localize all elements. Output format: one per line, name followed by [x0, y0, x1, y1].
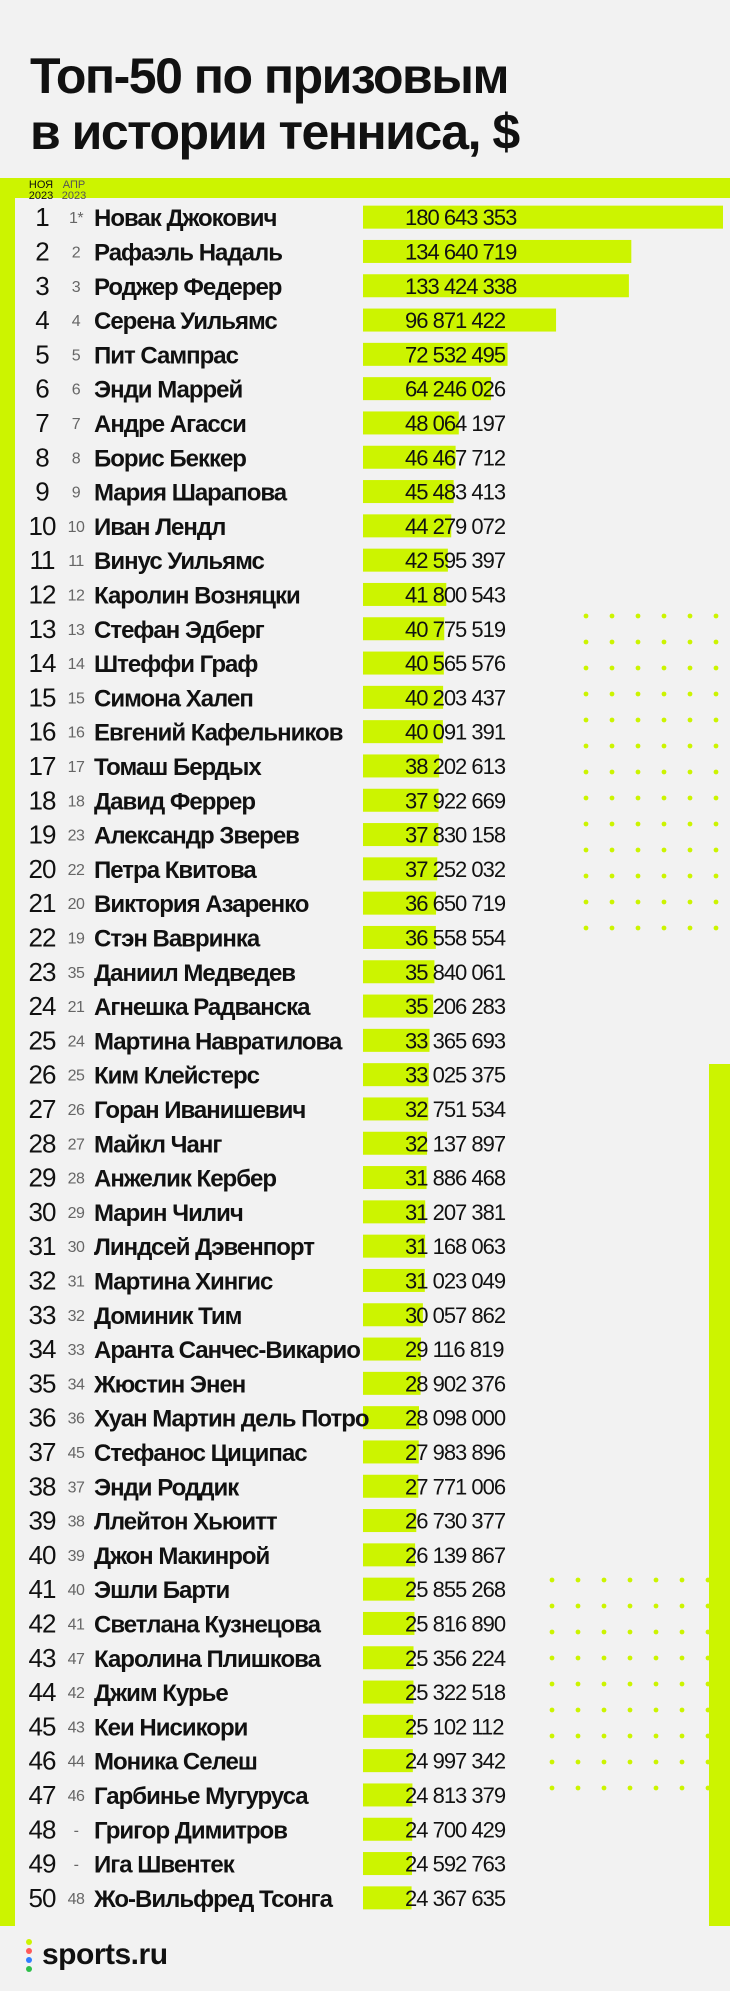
player-name: Агнешка Радванска — [94, 994, 310, 1022]
rank-label: 42 — [28, 1608, 56, 1639]
player-name: Ллейтон Хьюитт — [94, 1508, 277, 1536]
previous-rank-label: 16 — [67, 724, 85, 742]
prize-value-label: 28 902 376 — [405, 1371, 506, 1397]
prize-value-label: 64 246 026 — [405, 376, 506, 402]
prize-value-label: 40 565 576 — [405, 651, 506, 677]
player-name: Доминик Тим — [94, 1302, 242, 1330]
previous-rank-label: 12 — [67, 587, 85, 605]
prize-value-label: 25 855 268 — [405, 1577, 506, 1603]
prize-value-label: 96 871 422 — [405, 308, 506, 334]
rank-label: 11 — [29, 545, 55, 576]
rank-label: 45 — [28, 1711, 56, 1742]
player-name: Давид Феррер — [94, 788, 256, 816]
prize-value-label: 36 650 719 — [405, 891, 506, 917]
rank-label: 28 — [28, 1128, 56, 1159]
previous-rank-label: 2 — [71, 244, 81, 262]
prize-value-label: 28 098 000 — [405, 1405, 506, 1431]
rank-label: 49 — [28, 1848, 56, 1879]
rank-label: 12 — [28, 579, 56, 610]
prize-value-label: 31 207 381 — [405, 1199, 506, 1225]
prize-value-label: 35 206 283 — [405, 994, 506, 1020]
rank-label: 26 — [28, 1059, 56, 1090]
prize-value-label: 134 640 719 — [405, 239, 517, 265]
player-name: Мартина Хингис — [94, 1268, 273, 1296]
prize-value-label: 25 816 890 — [405, 1611, 506, 1637]
previous-rank-label: 25 — [67, 1067, 85, 1085]
player-name: Томаш Бердых — [94, 753, 261, 781]
rank-label: 16 — [28, 716, 56, 747]
rank-label: 23 — [28, 956, 56, 987]
rank-label: 32 — [28, 1265, 56, 1296]
previous-rank-label: 39 — [67, 1547, 85, 1565]
prize-value-label: 40 203 437 — [405, 685, 506, 711]
player-name: Джон Макинрой — [94, 1542, 270, 1570]
player-name: Гарбинье Мугуруса — [94, 1782, 308, 1810]
prize-value-label: 180 643 353 — [405, 205, 517, 231]
rank-label: 27 — [28, 1093, 56, 1124]
rank-label: 5 — [35, 339, 49, 370]
rank-label: 15 — [28, 682, 56, 713]
rank-label: 20 — [28, 853, 56, 884]
prize-value-label: 25 356 224 — [405, 1645, 506, 1671]
player-name: Аранта Санчес-Викарио — [94, 1337, 360, 1365]
prize-value-label: 133 424 338 — [405, 273, 517, 299]
prize-value-label: 41 800 543 — [405, 582, 506, 608]
rank-label: 13 — [28, 613, 56, 644]
previous-rank-label: 34 — [67, 1376, 85, 1394]
previous-rank-label: 35 — [67, 964, 85, 982]
prize-value-label: 25 102 112 — [405, 1714, 504, 1740]
player-name: Жюстин Энен — [94, 1371, 246, 1399]
previous-rank-label: 43 — [67, 1719, 85, 1737]
rank-label: 29 — [28, 1162, 56, 1193]
column-header-current-month: НОЯ — [28, 179, 54, 191]
prize-value-label: 24 367 635 — [405, 1885, 506, 1911]
column-header-previous-month: АПР — [62, 179, 86, 191]
player-name: Майкл Чанг — [94, 1131, 222, 1159]
previous-rank-label: 27 — [67, 1136, 85, 1154]
player-name: Иван Лендл — [94, 513, 226, 541]
player-name: Энди Роддик — [94, 1474, 239, 1502]
previous-rank-label: 29 — [67, 1204, 85, 1222]
previous-rank-label: 48 — [67, 1890, 85, 1908]
rank-label: 39 — [28, 1505, 56, 1536]
prize-value-label: 40 091 391 — [405, 719, 506, 745]
rank-label: 21 — [28, 888, 56, 919]
logo-dots-icon — [24, 1938, 34, 1972]
rank-label: 36 — [28, 1402, 56, 1433]
player-name: Евгений Кафельников — [94, 719, 343, 747]
previous-rank-label: - — [73, 1822, 79, 1840]
previous-rank-label: 19 — [67, 930, 85, 948]
rank-label: 25 — [28, 1025, 56, 1056]
rank-label: 7 — [35, 407, 49, 438]
player-name: Энди Маррей — [94, 376, 243, 404]
prize-value-label: 30 057 862 — [405, 1302, 506, 1328]
previous-rank-label: 7 — [71, 415, 81, 433]
previous-rank-label: - — [73, 1856, 79, 1874]
previous-rank-label: 1* — [68, 210, 84, 228]
prize-value-label: 44 279 072 — [405, 513, 506, 539]
prize-value-label: 31 023 049 — [405, 1268, 506, 1294]
player-name: Петра Квитова — [94, 856, 256, 884]
rank-label: 24 — [28, 991, 56, 1022]
player-name: Моника Селеш — [94, 1748, 257, 1776]
previous-rank-label: 31 — [67, 1273, 85, 1291]
player-name: Григор Димитров — [94, 1817, 287, 1845]
player-name: Ким Клейстерс — [94, 1062, 259, 1090]
rank-label: 19 — [28, 819, 56, 850]
player-name: Жо-Вильфред Тсонга — [94, 1885, 333, 1913]
player-name: Светлана Кузнецова — [94, 1611, 320, 1639]
prize-value-label: 37 922 669 — [405, 788, 506, 814]
prize-value-label: 32 137 897 — [405, 1131, 506, 1157]
rank-label: 31 — [28, 1231, 56, 1262]
previous-rank-label: 6 — [71, 381, 81, 399]
prize-value-label: 33 365 693 — [405, 1028, 506, 1054]
player-name: Рафаэль Надаль — [94, 239, 282, 267]
previous-rank-label: 40 — [67, 1582, 85, 1600]
prize-value-label: 38 202 613 — [405, 753, 506, 779]
player-name: Горан Иванишевич — [94, 1096, 306, 1124]
page-title-line-1: Топ-50 по призовым — [30, 48, 508, 104]
prize-value-label: 72 532 495 — [405, 342, 506, 368]
previous-rank-label: 22 — [67, 861, 85, 879]
prize-value-label: 27 983 896 — [405, 1439, 506, 1465]
player-name: Стефан Эдберг — [94, 616, 264, 644]
previous-rank-label: 47 — [67, 1650, 85, 1668]
rank-label: 6 — [35, 373, 49, 404]
previous-rank-label: 37 — [67, 1479, 85, 1497]
player-name: Александр Зверев — [94, 822, 299, 850]
rank-label: 34 — [28, 1334, 56, 1365]
player-name: Линдсей Дэвенпорт — [94, 1234, 315, 1262]
player-name: Каролина Плишкова — [94, 1645, 320, 1673]
previous-rank-label: 3 — [71, 278, 81, 296]
prize-value-label: 26 139 867 — [405, 1542, 506, 1568]
previous-rank-label: 26 — [67, 1101, 85, 1119]
brand-logo[interactable] — [24, 1935, 168, 1975]
previous-rank-label: 20 — [67, 896, 85, 914]
previous-rank-label: 5 — [71, 347, 81, 365]
player-name: Эшли Барти — [94, 1577, 230, 1605]
previous-rank-label: 36 — [67, 1410, 85, 1428]
player-name: Хуан Мартин дель Потро — [94, 1405, 369, 1433]
player-name: Штеффи Граф — [94, 651, 258, 679]
previous-rank-label: 42 — [67, 1685, 85, 1703]
player-name: Серена Уильямс — [94, 308, 277, 336]
prize-value-label: 31 168 063 — [405, 1234, 506, 1260]
player-name: Борис Беккер — [94, 445, 246, 473]
prize-value-label: 32 751 534 — [405, 1096, 506, 1122]
previous-rank-label: 23 — [67, 827, 85, 845]
previous-rank-label: 45 — [67, 1444, 85, 1462]
previous-rank-label: 24 — [67, 1033, 85, 1051]
previous-rank-label: 8 — [71, 450, 81, 468]
rank-label: 22 — [28, 922, 56, 953]
previous-rank-label: 13 — [67, 621, 85, 639]
rank-label: 1 — [35, 202, 49, 233]
previous-rank-label: 44 — [67, 1753, 85, 1771]
prize-value-label: 24 592 763 — [405, 1851, 506, 1877]
prize-value-label: 25 322 518 — [405, 1680, 506, 1706]
rank-label: 38 — [28, 1471, 56, 1502]
prize-value-label: 48 064 197 — [405, 410, 506, 436]
player-name: Каролин Возняцки — [94, 582, 300, 610]
page-title-line-2: в истории тенниса, $ — [30, 104, 519, 160]
previous-rank-label: 38 — [67, 1513, 85, 1531]
rank-label: 33 — [28, 1299, 56, 1330]
player-name: Кеи Нисикори — [94, 1714, 248, 1742]
rank-label: 10 — [28, 510, 56, 541]
prize-value-label: 24 700 429 — [405, 1817, 506, 1843]
prize-value-label: 36 558 554 — [405, 925, 506, 951]
rank-label: 3 — [35, 270, 49, 301]
previous-rank-label: 18 — [67, 793, 85, 811]
player-name: Мария Шарапова — [94, 479, 287, 507]
brand-name: sports.ru — [42, 1938, 168, 1971]
rank-label: 18 — [28, 785, 56, 816]
player-name: Пит Сампрас — [94, 342, 239, 370]
prize-value-label: 33 025 375 — [405, 1062, 506, 1088]
rank-label: 40 — [28, 1539, 56, 1570]
previous-rank-label: 17 — [67, 758, 85, 776]
rank-label: 17 — [28, 750, 56, 781]
prize-value-label: 37 830 158 — [405, 822, 506, 848]
previous-rank-label: 11 — [68, 553, 84, 571]
rank-label: 2 — [35, 236, 49, 267]
prize-value-label: 24 813 379 — [405, 1782, 506, 1808]
previous-rank-label: 9 — [71, 484, 81, 502]
previous-rank-label: 30 — [67, 1239, 85, 1257]
rank-label: 46 — [28, 1745, 56, 1776]
rank-label: 14 — [28, 648, 56, 679]
rank-label: 9 — [35, 476, 49, 507]
column-header-previous-year: 2023 — [61, 190, 87, 202]
player-name: Мартина Навратилова — [94, 1028, 342, 1056]
prize-value-label: 24 997 342 — [405, 1748, 506, 1774]
rank-label: 30 — [28, 1196, 56, 1227]
prize-value-label: 35 840 061 — [405, 959, 506, 985]
previous-rank-label: 32 — [67, 1307, 85, 1325]
prize-value-label: 46 467 712 — [405, 445, 506, 471]
prize-value-label: 27 771 006 — [405, 1474, 506, 1500]
player-name: Даниил Медведев — [94, 959, 296, 987]
prize-value-label: 26 730 377 — [405, 1508, 506, 1534]
previous-rank-label: 28 — [67, 1170, 85, 1188]
rank-label: 48 — [28, 1814, 56, 1845]
previous-rank-label: 33 — [67, 1342, 85, 1360]
player-name: Анжелик Кербер — [94, 1165, 277, 1193]
player-name: Стэн Вавринка — [94, 925, 260, 953]
previous-rank-label: 21 — [67, 999, 85, 1017]
previous-rank-label: 41 — [67, 1616, 85, 1634]
rank-label: 43 — [28, 1642, 56, 1673]
prize-value-label: 40 775 519 — [405, 616, 506, 642]
prize-value-label: 42 595 397 — [405, 548, 506, 574]
previous-rank-label: 46 — [67, 1787, 85, 1805]
prize-value-label: 31 886 468 — [405, 1165, 506, 1191]
player-name: Ига Швентек — [94, 1851, 234, 1879]
player-name: Андре Агасси — [94, 410, 246, 438]
rank-label: 50 — [28, 1882, 56, 1913]
player-name: Роджер Федерер — [94, 273, 282, 301]
previous-rank-label: 4 — [71, 313, 81, 331]
rank-label: 35 — [28, 1368, 56, 1399]
prize-value-label: 29 116 819 — [405, 1337, 504, 1363]
column-header-current-year: 2023 — [28, 190, 54, 202]
player-name: Винус Уильямс — [94, 548, 264, 576]
rank-label: 4 — [35, 305, 49, 336]
prize-value-label: 45 483 413 — [405, 479, 506, 505]
prize-value-label: 37 252 032 — [405, 856, 506, 882]
player-name: Виктория Азаренко — [94, 891, 309, 919]
player-name: Симона Халеп — [94, 685, 253, 713]
player-name: Марин Чилич — [94, 1199, 243, 1227]
rank-label: 41 — [28, 1574, 56, 1605]
player-name: Стефанос Циципас — [94, 1439, 307, 1467]
player-name: Джим Курье — [94, 1680, 228, 1708]
previous-rank-label: 10 — [67, 518, 85, 536]
previous-rank-label: 14 — [67, 656, 85, 674]
previous-rank-label: 15 — [67, 690, 85, 708]
rank-label: 37 — [28, 1436, 56, 1467]
rank-label: 8 — [35, 442, 49, 473]
rank-label: 44 — [28, 1677, 56, 1708]
player-name: Новак Джокович — [94, 205, 277, 233]
rank-label: 47 — [28, 1779, 56, 1810]
